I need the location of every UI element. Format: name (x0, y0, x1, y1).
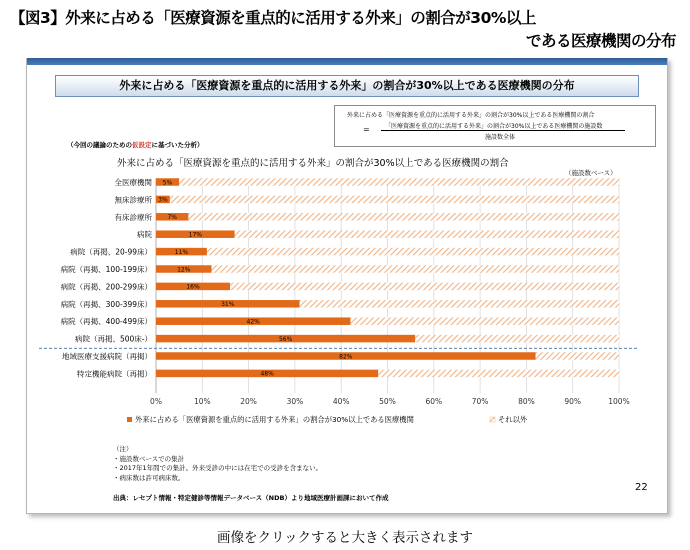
bar-other (300, 300, 619, 308)
category-label: 全医療機関 (114, 178, 152, 187)
x-tick-label: 100% (608, 397, 630, 406)
footnote-line: （注） (113, 445, 133, 453)
analysis-note-suffix: に基づいた分析） (151, 141, 204, 149)
category-label: 病院（再掲、200-299床） (60, 282, 152, 292)
x-tick-label: 60% (425, 397, 443, 406)
data-label: 11% (174, 248, 189, 256)
data-label: 16% (186, 283, 200, 291)
bar-other (378, 370, 619, 378)
page-title: 【図3】外来に占める「医療資源を重点的に活用する外来」の割合が30%以上 (10, 9, 536, 27)
legend-swatch-other (490, 417, 495, 422)
formula-denominator: 施設数全体 (485, 134, 516, 141)
category-label: 病院（再掲、500床-） (74, 334, 152, 344)
category-label: 病院（再掲、300-399床） (60, 299, 152, 309)
data-label: 17% (188, 231, 203, 239)
slide-header: 外来に占める「医療資源を重点的に活用する外来」の割合が30%以上である医療機関の分布 (55, 75, 639, 97)
category-label: 病院（再掲、400-499床） (60, 317, 152, 327)
x-tick-label: 0% (150, 397, 162, 406)
legend-swatch-share (127, 417, 132, 422)
bar-other (179, 178, 619, 186)
formula-equals: = (363, 125, 370, 134)
bar-other (536, 352, 619, 360)
data-label: 12% (177, 266, 191, 274)
x-tick-label: 50% (379, 397, 396, 406)
x-tick-label: 10% (193, 397, 211, 406)
category-label: 有床診療所 (114, 212, 152, 222)
category-label: 病院（再掲、100-199床） (60, 265, 152, 274)
data-label: 56% (278, 335, 293, 343)
legend-label-other: それ以外 (498, 415, 528, 424)
bar-other (230, 283, 619, 291)
bar-other (415, 335, 619, 343)
footnote-line: ・病床数は許可病床数。 (113, 473, 185, 482)
analysis-note-highlight: 仮設定 (132, 141, 152, 149)
basis-note: （施設数ベース） (565, 169, 617, 177)
category-label: 地域医療支援病院（再掲） (62, 352, 152, 361)
x-tick-label: 40% (332, 397, 350, 406)
page-title-continued: である医療機関の分布 (525, 32, 676, 50)
data-label: 7% (167, 214, 177, 222)
x-tick-label: 20% (240, 397, 257, 406)
data-label: 82% (339, 353, 353, 361)
x-tick-label: 70% (471, 397, 489, 406)
source-note: 出典：レセプト情報・特定健診等情報データベース（NDB）より地域医療計画課において作成 (113, 494, 389, 502)
data-label: 5% (162, 179, 173, 187)
bar-other (207, 248, 619, 256)
bar-other (212, 265, 619, 273)
footnote-line: ・施設数ベースでの集計 (113, 454, 185, 463)
bar-other (350, 317, 619, 325)
chart-title: 外来に占める「医療資源を重点的に活用する外来」の割合が30%以上である医療機関の割合 (117, 158, 509, 169)
footnote-line: ・2017年1年間での集計。外来受診の中には在宅での受診を含まない。 (113, 464, 323, 472)
data-label: 31% (221, 301, 235, 309)
footnotes (113, 445, 322, 483)
data-label: 48% (260, 370, 274, 378)
formula-numerator: 「医療資源を重点的に活用する外来」の割合が30%以上である医療機関の施設数 (385, 123, 603, 130)
slide-image[interactable] (26, 58, 668, 514)
x-tick-label: 30% (286, 397, 304, 406)
bar-other (170, 196, 619, 204)
x-tick-label: 80% (518, 397, 535, 406)
category-label: 病院（再掲、20-99床） (70, 247, 152, 257)
analysis-note-prefix: （今回の議論のための (67, 141, 132, 149)
category-label: 特定機能病院（再掲） (77, 369, 152, 379)
bar-other (235, 230, 619, 238)
legend-label-share: 外来に占める「医療資源を重点的に活用する外来」の割合が30%以上である医療機関 (135, 415, 414, 424)
click-to-enlarge-caption[interactable]: 画像をクリックすると大きく表示されます (217, 530, 473, 546)
category-label: 無床診療所 (114, 195, 152, 205)
formula-definition: 外来に占める「医療資源を重点的に活用する外来」の割合が30%以上である医療機関の割合 (347, 112, 595, 119)
x-tick-label: 90% (564, 397, 582, 406)
page-number: 22 (635, 482, 648, 493)
data-label: 42% (246, 318, 260, 326)
category-label: 病院 (137, 230, 152, 240)
data-label: 3% (158, 196, 168, 204)
bar-other (188, 213, 619, 221)
